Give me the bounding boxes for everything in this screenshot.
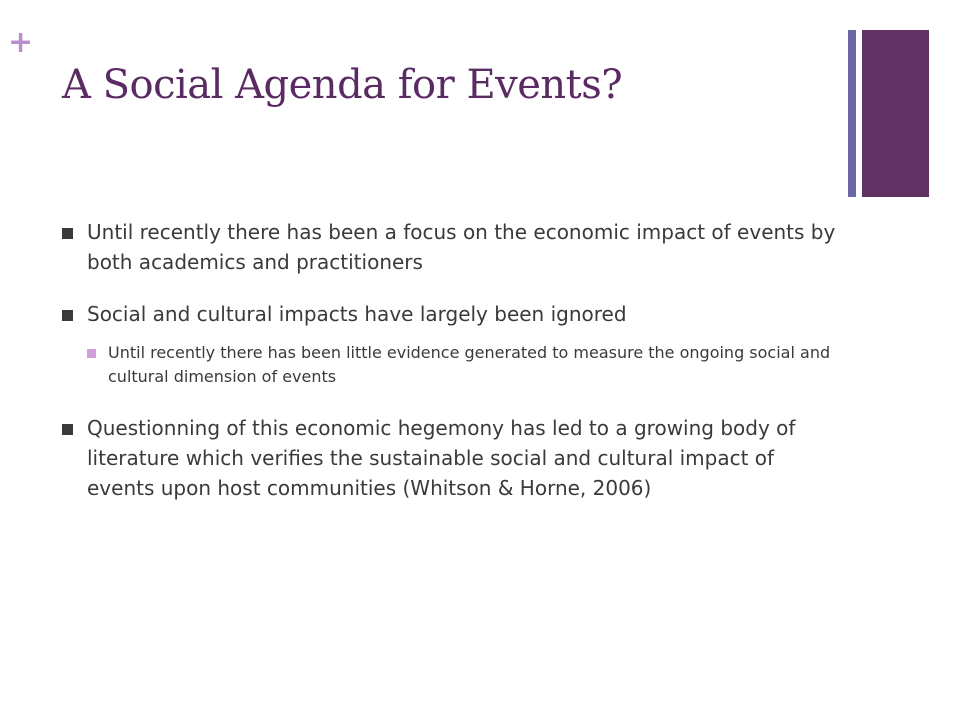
bullet-list <box>62 217 842 525</box>
square-bullet-icon <box>62 424 73 435</box>
bullet-text: Social and cultural impacts have largely been ignored <box>87 302 627 326</box>
square-bullet-icon <box>62 310 73 321</box>
bullet-text: Questionning of this economic hegemony has led to a growing body of literature which verifies the sustainable social and cultural impact of events upon host communities (Whitson & Horne, 2006) <box>87 416 796 500</box>
bullet-item <box>62 413 842 503</box>
sub-bullet-item <box>62 341 842 389</box>
square-bullet-icon <box>62 228 73 239</box>
bullet-item <box>62 299 842 329</box>
sub-bullet-text: Until recently there has been little evidence generated to measure the ongoing social and cultural dimension of events <box>108 343 831 386</box>
small-square-bullet-icon <box>87 349 96 358</box>
decorative-thick-bar <box>862 30 929 197</box>
bullet-text: Until recently there has been a focus on the economic impact of events by both academics and practitioners <box>87 220 836 274</box>
bullet-item <box>62 217 842 277</box>
slide-title: A Social Agenda for Events? <box>62 62 623 108</box>
decorative-thin-bar <box>848 30 856 197</box>
plus-icon: + <box>8 25 34 60</box>
